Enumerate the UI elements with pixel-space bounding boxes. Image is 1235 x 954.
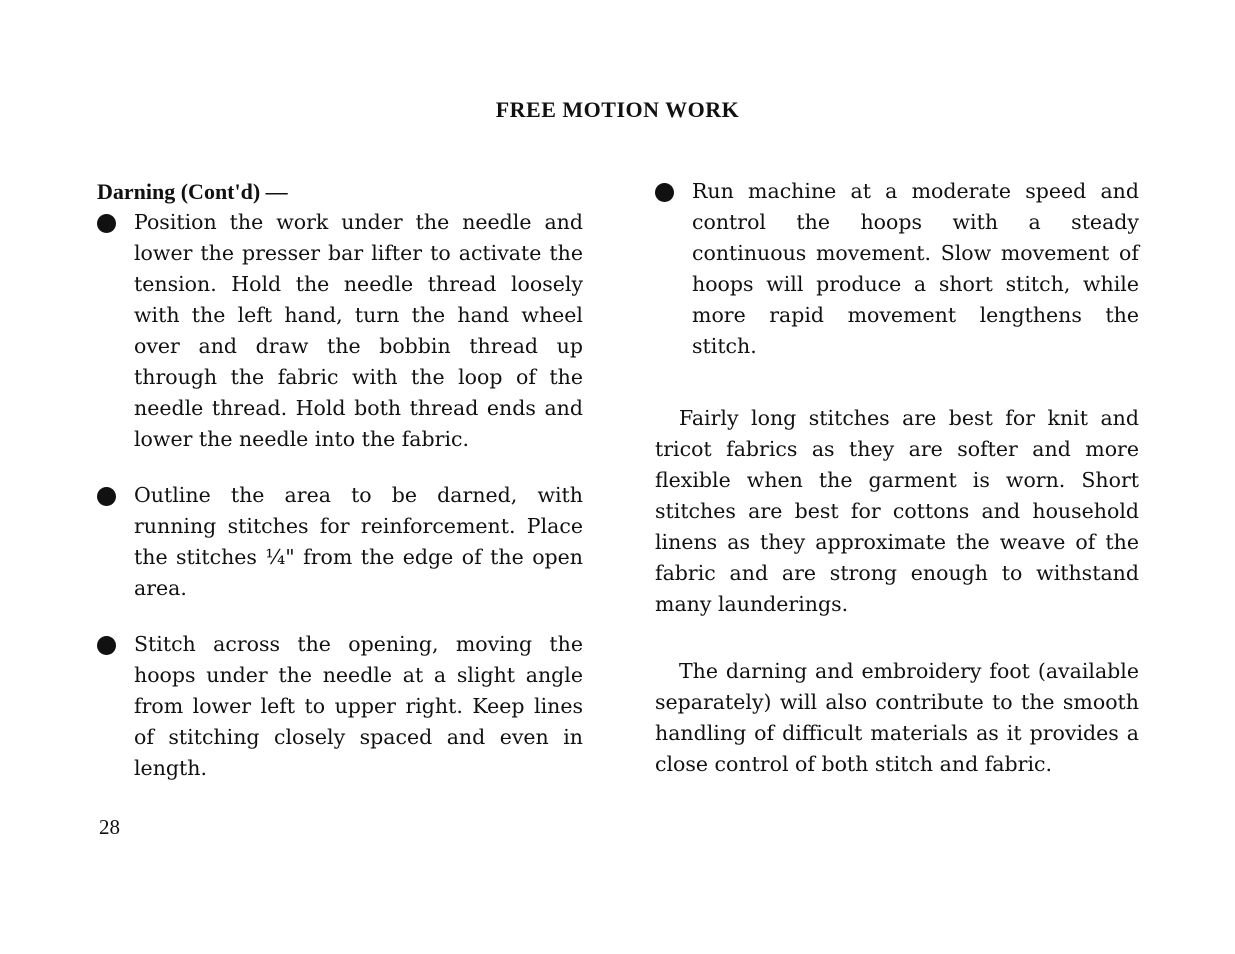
bullet-text: Position the work under the needle and lower the presser bar lifter to activate the tension. Hold the needle thread loosely with the left hand, turn the hand wheel over and draw the bobbin thread up through the fabric with the loop of the needle thread. Hold both thread ends and lower the needle into the fabric. [134,210,583,451]
section-heading: Darning (Cont'd) — [97,179,288,204]
page-title: FREE MOTION WORK [495,97,740,122]
bullet-text: Run machine at a moderate speed and control the hoops with a steady continuous movement. Slow movement of hoops will produce a short stitch, while more rapid movement lengthens the stitch. [692,179,1139,358]
bullet-dot-icon [97,487,116,506]
right-column [655,176,1139,780]
page-number: 28 [99,815,120,839]
bullet-dot-icon [97,214,116,233]
bullet-dot-icon [97,636,116,655]
bullet-text: Stitch across the opening, moving the hoops under the needle at a slight angle from lower left to upper right. Keep lines of stitching closely spaced and even in length. [134,632,583,780]
bullet-text: Outline the area to be darned, with running stitches for reinforcement. Place the stitches ¼" from the edge of the open area. [134,483,583,600]
bullet-item-position-work [97,207,583,455]
paragraph-darning-foot: The darning and embroidery foot (available separately) will also contribute to the smooth handling of difficult materials as it provides a close control of both stitch and fabric. [655,659,1139,776]
left-column [97,176,583,784]
paragraph-stitch-length: Fairly long stitches are best for knit and tricot fabrics as they are softer and more flexible when the garment is worn. Short stitches are best for cottons and household linens as they approximate the weave of the fabric and are strong enough to withstand many launderings. [655,406,1139,616]
bullet-item-stitch-across [97,629,583,784]
bullet-dot-icon [655,183,674,202]
bullet-item-run-machine [655,176,1139,362]
bullet-item-outline-area [97,480,583,604]
